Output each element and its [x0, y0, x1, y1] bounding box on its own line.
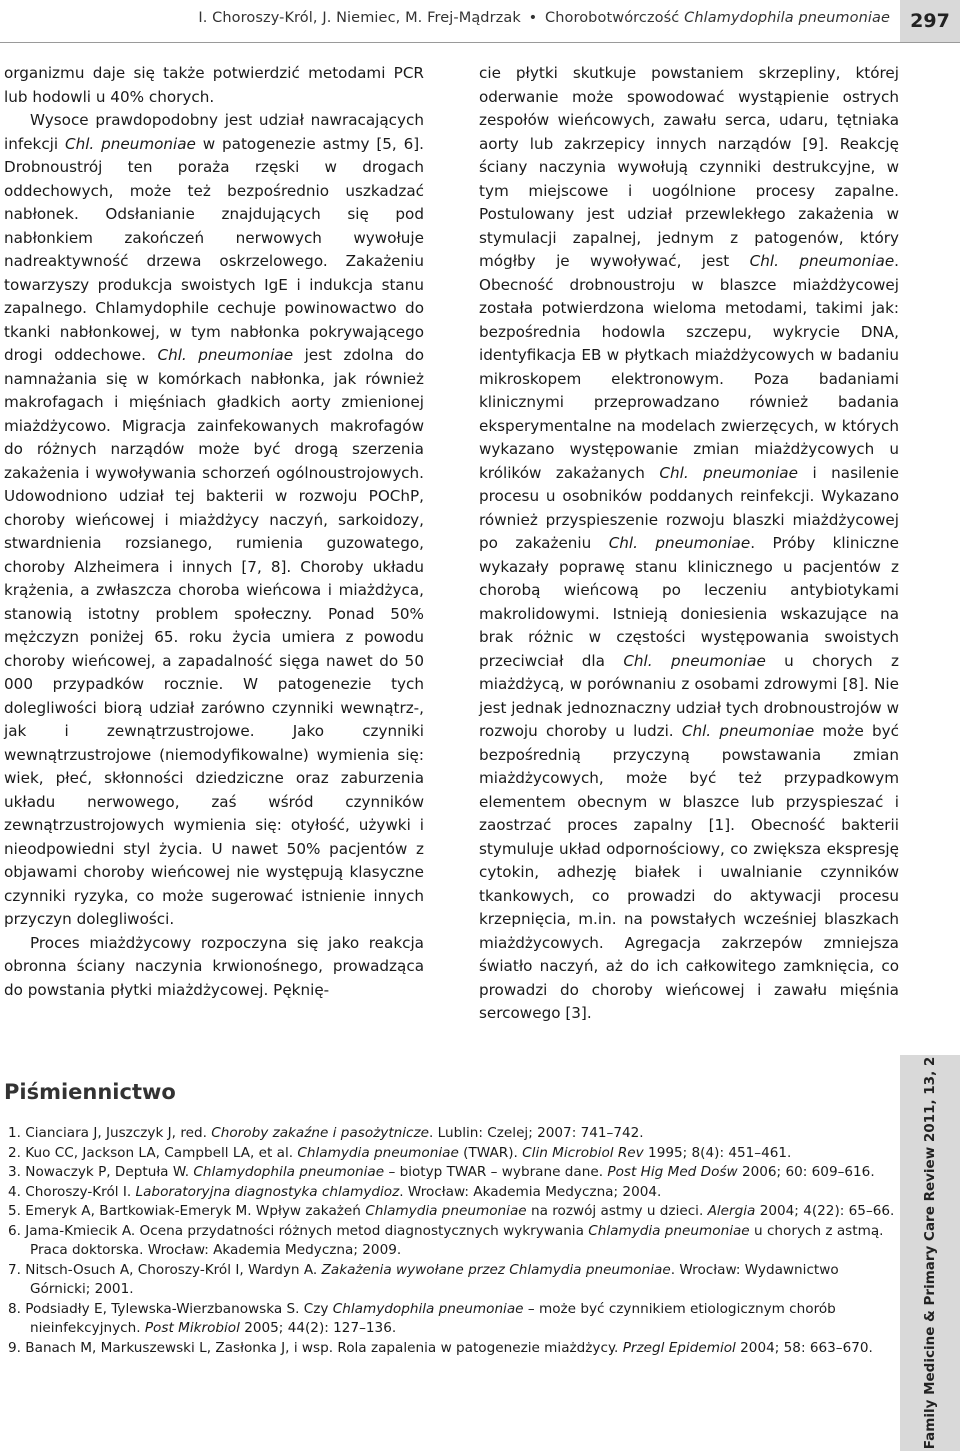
- text-run: u chorych z miażdżycą, w porównaniu z osobami zdrowymi [8]. Nie jest jednak jednoznaczny udział tych drobnoustrojów w rozwoju choroby u ludzi.: [479, 651, 899, 740]
- header-title: Chorobotwórczość: [544, 10, 680, 26]
- journal-citation: Family Medicine & Primary Care Review 2011, 13, 2: [922, 1056, 938, 1450]
- reference-item: 2. Kuo CC, Jackson LA, Campbell LA, et al. Chlamydia pneumoniae (TWAR). Clin Microbiol Rev 1995; 8(4): 451–461.: [8, 1144, 792, 1161]
- left-column: [4, 62, 424, 1002]
- page-number: 297: [900, 0, 960, 42]
- header-authors: I. Choroszy-Król, J. Niemiec, M. Frej-Mądrzak: [198, 10, 521, 26]
- text-run: Wysoce prawdopodobny jest udział nawracających infekcji: [4, 111, 424, 153]
- italic-run: Chl. pneumoniae: [64, 134, 196, 153]
- reference-item: 8. Podsiadły E, Tylewska-Wierzbanowska S. Czy Chlamydophila pneumoniae – może być czynnikiem etiologicznym chorób nieinfekcyjnych. Post Mikrobiol 2005; 44(2): 127–136.: [8, 1300, 836, 1336]
- header-title-species: Chlamydophila pneumoniae: [684, 10, 890, 26]
- text-run: jest zdolna do namnażania się w komórkach nabłonka, jak również makrofagach i mięśniach gładkich aorty zmienionej miażdżycowo. Migracja zainfekowanych makrofagów do różnych narządów może być drogą szerzenia zakażenia i wywoływania schorzeń ogólnoustrojowych. Udowodniono udział tej bakterii w rozwoju POChP, choroby wieńcowej i miażdżycy naczyń, sarkoidozy, stwardnienia rozsianego, rumienia guzowatego, choroby Alzheimera i innych [7, 8]. Choroby układu krążenia, a zwłaszcza choroba wieńcowa i miażdżyca, stanowią istotny problem społeczny. Ponad 50% mężczyzn poniżej 65. roku życia umiera z powodu choroby wieńcowej, a zapadalność sięga nawet do 50 000 przypadków rocznie. W patogenezie tych dolegliwości biorą udział zarówno czynniki wewnątrz-, jak i zewnątrzustrojowe. Jako czynniki wewnątrzustrojowe (niemodyfikowalne) wymienia się: wiek, płeć, skłonności dziedziczne oraz zaburzenia układu nerwowego, zaś wśród czynników zewnątrzustrojowych wymienia się: otyłość, używki i nieodpowiedni styl życia. U nawet 50% pacjentów z objawami choroby wieńcowej nie występują klasyczne czynniki ryzyka, co może sugerować istnienie innych przyczyn dolegliwości.: [4, 346, 424, 928]
- text-run: w patogenezie astmy [5, 6]. Drobnoustrój ten poraża rzęski w drogach oddechowych, może też bezpośrednio uszkadzać nabłonek. Odsłanianie znajdujących się pod nabłonkiem zakończeń nerwowych wywołuje nadreaktywność drzewa oskrzelowego. Zakażeniu towarzyszy produkcja swoistych IgE i indukcja stanu zapalnego. Chlamydophile cechuje powinowactwo do tkanki nabłonkowej, w tym nabłonka pokrywającego drogi oddechowe.: [4, 134, 424, 364]
- paragraph: Proces miażdżycowy rozpoczyna się jako reakcja obronna ściany naczynia krwionośnego, prowadząca do powstania płytki miażdżycowej. Pęknię-: [4, 933, 424, 999]
- header-separator: •: [528, 10, 538, 26]
- running-header: [0, 0, 960, 43]
- paragraph: [4, 109, 424, 932]
- reference-item: 3. Nowaczyk P, Deptuła W. Chlamydophila pneumoniae – biotyp TWAR – wybrane dane. Post Hig Med Dośw 2006; 60: 609–616.: [8, 1164, 875, 1180]
- italic-run: Chl. pneumoniae: [749, 252, 895, 270]
- references-heading: Piśmiennictwo: [4, 1080, 176, 1104]
- running-header-text: [198, 10, 890, 26]
- paragraph: [479, 62, 899, 1026]
- reference-item: 5. Emeryk A, Bartkowiak-Emeryk M. Wpływ zakażeń Chlamydia pneumoniae na rozwój astmy u dzieci. Alergia 2004; 4(22): 65–66.: [8, 1203, 895, 1219]
- text-run: może być bezpośrednią przyczyną powstawania zmian miażdżycowych, może być też przypadkowym elementem obecnym w blaszce lub przyspieszać i zaostrzać proces zapalny [1]. Obecność bakterii stymuluje układ odpornościowy, co zwiększa ekspresję cytokin, adhezję białek i uwalnianie czynników tkankowych, co prowadzi do aktywacji procesu krzepnięcia, m.in. na powstałych wcześniej blaszkach miażdżycowych. Agregacja zakrzepów zmniejsza światło naczyń, aż do ich całkowitego zamknięcia, co prowadzi do choroby wieńcowej i zawału mięśnia sercowego [3].: [479, 722, 899, 1022]
- text-run: cie płytki skutkuje powstaniem skrzepliny, której oderwanie może spowodować wystąpienie ostrych zespołów wieńcowych, zawału serca, udaru, tętniaka aorty lub zakrzepicy innych narządów [9]. Reakcję ściany naczynia wywołują czynniki destrukcyjne, w tym miejscowe i uogólnione procesy zapalne. Postulowany jest udział przewlekłego zakażenia w stymulacji zapalnej, jednym z patogenów, który mógłby je wywoływać, jest: [479, 64, 899, 270]
- right-column: [479, 62, 899, 1026]
- italic-run: Chl. pneumoniae: [623, 651, 766, 670]
- italic-run: Chl. pneumoniae: [681, 722, 815, 740]
- text-run: . Obecność drobnoustroju w blaszce miażdżycowej została potwierdzona wieloma metodami, takimi jak: bezpośrednia hodowla szczepu, wykrycie DNA, identyfikacja EB w płytkach miażdżycowych w badaniu mikroskopem elektronowym. Poza badaniami klinicznymi przeprowadzano również badania eksperymentalne na modelach zwierzęcych, w których wykazano występowanie zmian miażdżycowych u królików zakażanych: [479, 252, 899, 482]
- text-run: . Próby kliniczne wykazały poprawę stanu klinicznego u pacjentów z chorobą wieńcową po leczeniu antybiotykami makrolidowymi. Istnieją doniesienia wskazujące na brak różnic w częstości występowania swoistych przeciwciał dla: [479, 534, 899, 670]
- journal-side-strip: [900, 1055, 960, 1451]
- reference-list: [0, 1124, 900, 1358]
- italic-run: Chl. pneumoniae: [608, 534, 751, 552]
- reference-item: 1. Cianciara J, Juszczyk J, red. Choroby zakaźne i pasożytnicze. Lublin: Czelej; 2007: 741–742.: [8, 1125, 644, 1141]
- reference-item: 7. Nitsch-Osuch A, Choroszy-Król I, Wardyn A. Zakażenia wywołane przez Chlamydia pneumoniae. Wrocław: Wydawnictwo Górnicki; 2001.: [8, 1261, 839, 1297]
- reference-item: 4. Choroszy-Król I. Laboratoryjna diagnostyka chlamydioz. Wrocław: Akademia Medyczna; 2004.: [8, 1183, 662, 1200]
- paragraph: organizmu daje się także potwierdzić metodami PCR lub hodowli u 40% chorych.: [4, 64, 424, 106]
- reference-item: 9. Banach M, Markuszewski L, Zasłonka J, i wsp. Rola zapalenia w patogenezie miażdżycy. Przegl Epidemiol 2004; 58: 663–670.: [8, 1339, 873, 1356]
- italic-run: Chl. pneumoniae: [157, 346, 294, 364]
- italic-run: Chl. pneumoniae: [659, 463, 798, 482]
- text-run: i nasilenie procesu u osobników poddanych reinfekcji. Wykazano również przyspieszenie rozwoju blaszki miażdżycowej po zakażeniu: [479, 463, 899, 552]
- reference-item: 6. Jama-Kmiecik A. Ocena przydatności różnych metod diagnostycznych wykrywania Chlamydia pneumoniae u chorych z astmą. Praca doktorska. Wrocław: Akademia Medyczna; 2009.: [8, 1222, 884, 1258]
